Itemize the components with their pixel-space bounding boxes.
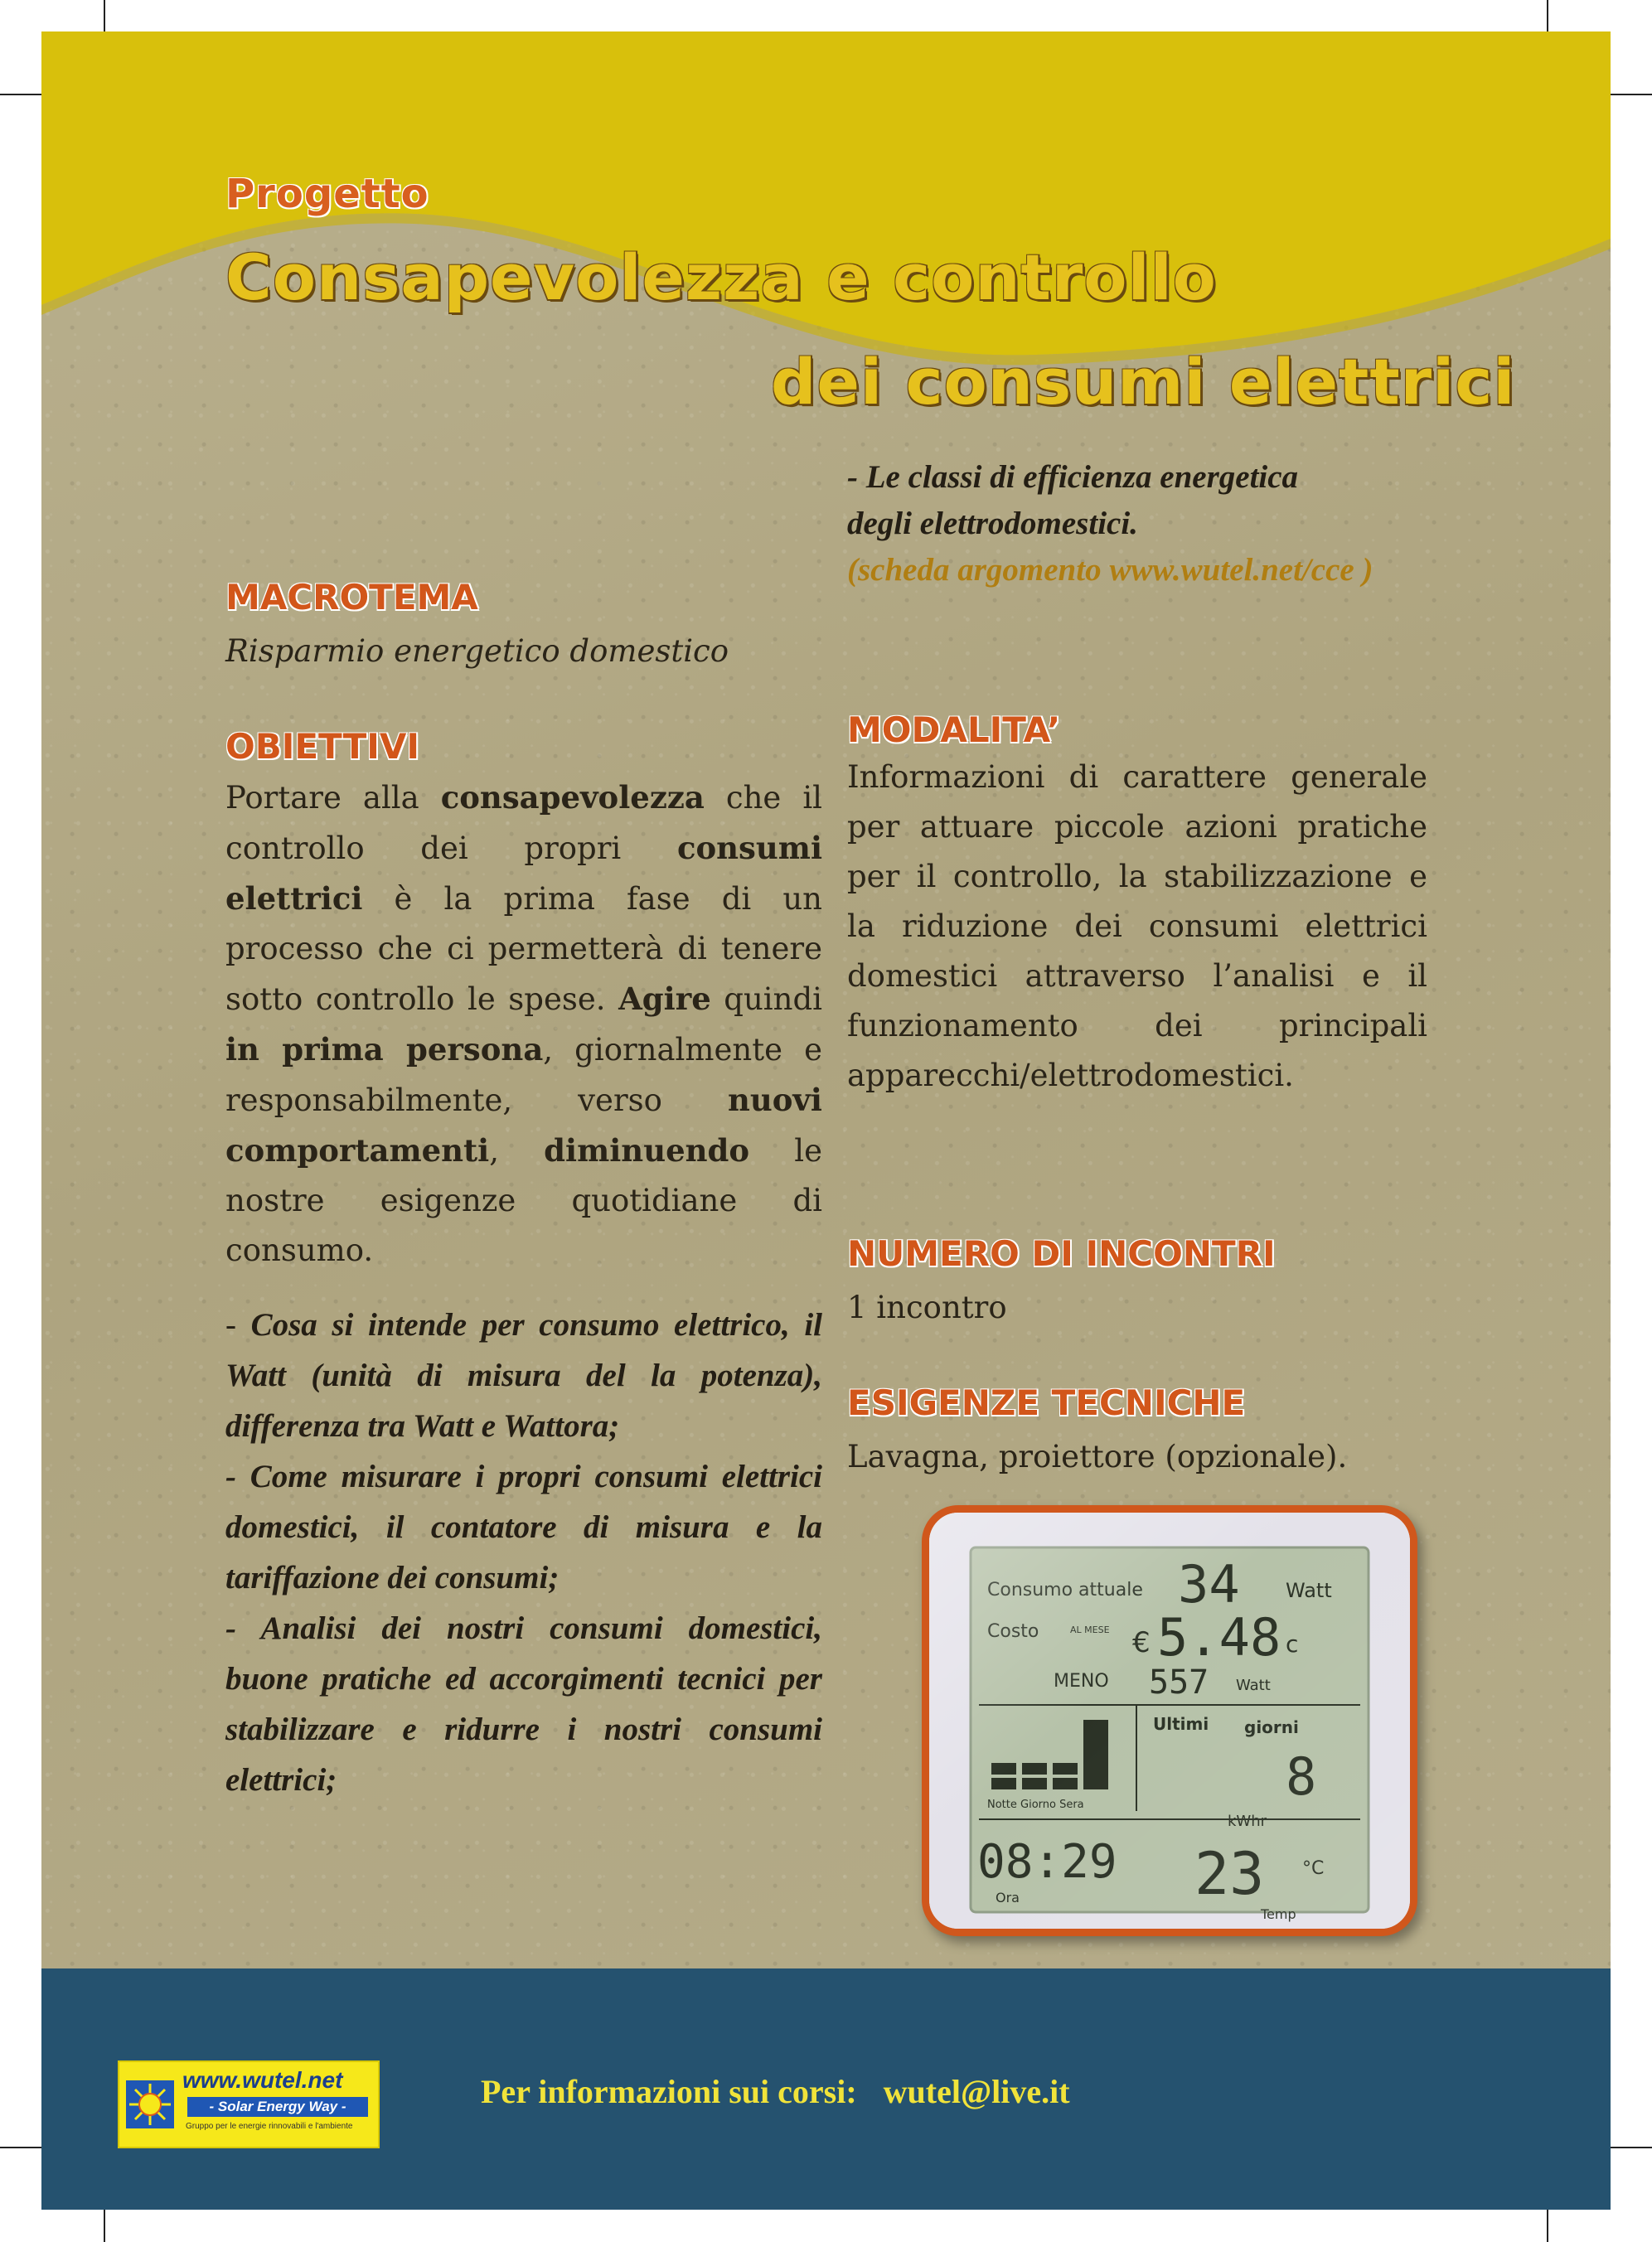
logo-subtitle: Gruppo per le energie rinnovabili e l'ambiente [186,2122,353,2131]
meter-label-consumo: Consumo attuale [987,1580,1143,1600]
topic-item-1-text: Cosa si intende per consumo elettrico, il Watt (unità di misura del la potenza), differenza tra Watt e Wattora; [225,1307,822,1444]
title-line-2: dei consumi elettrici [771,345,1516,419]
meter-currency: € [1132,1626,1151,1659]
obiettivi-text-part: le nostre esigenze quotidiane di consumo. [225,1133,822,1268]
logo-url: www.wutel.net [182,2067,343,2093]
meter-value-ora: 08:29 [977,1835,1117,1889]
meter-unit-watt-small: Watt [1236,1677,1271,1694]
meter-unit-temp: °C [1302,1858,1325,1879]
macrotema-heading: MACROTEMA [225,577,478,617]
meter-label-ultimi: Ultimi [1153,1714,1209,1734]
poster-sheet [41,31,1611,2210]
meter-value-consumo: 34 [1178,1554,1240,1615]
meter-value-giorni: 8 [1286,1746,1317,1807]
meter-label-al-mese: AL MESE [1070,1625,1110,1635]
obiettivi-text [225,772,822,1276]
modalita-text: Informazioni di carattere generale per attuare piccole azioni pratiche per il controllo, la stabilizzazione e la riduzione dei consumi elettrici domestici attraverso l’analisi e il funzionamento dei principali apparecchi/elettrodomestici. [847,759,1427,1093]
topic-item-2: - Come misurare i propri consumi elettrici domestici, il contatore di misura e la tariffazione dei consumi; [225,1459,822,1596]
topic-item-1 [225,1300,822,1451]
obiettivi-bold-agire: Agire [618,981,711,1017]
footer-info-label: Per informazioni sui corsi: [481,2073,857,2110]
obiettivi-text-part: è la prima fase di un processo che ci permetterà di tenere sotto controllo le spese. [225,881,822,1017]
obiettivi-bold-diminuendo: diminuendo [544,1132,750,1169]
numero-incontri-text: 1 incontro [847,1290,1007,1325]
topic-item-3: - Analisi dei nostri consumi domestici, buone pratiche ed accorgimenti tecnici per stabilizzare e ridurre i nostri consumi elettrici; [225,1610,822,1798]
meter-unit-kwhr: kWhr [1228,1813,1267,1830]
topic-dash: - [225,1307,251,1343]
meter-label-costo: Costo [987,1621,1039,1642]
meter-value-costo: 5.48 [1157,1607,1281,1668]
meter-value-temp: 23 [1194,1840,1265,1908]
meter-label-notte: Notte Giorno Sera [987,1799,1084,1811]
project-label: Progetto [225,171,429,217]
obiettivi-bold-prima-persona: in prima persona [225,1031,544,1068]
topics-list [225,1300,822,1805]
numero-incontri-heading: NUMERO DI INCONTRI [847,1233,1276,1274]
meter-unit-watt: Watt [1286,1579,1332,1602]
obiettivi-bold-consapevolezza: consapevolezza [440,779,705,816]
logo-tagline: - Solar Energy Way - [187,2097,368,2117]
title-line-1: Consapevolezza e controllo [225,240,1217,314]
obiettivi-text-part: , giornalmente e responsabilmente, verso [225,1032,822,1118]
meter-label-temp: Temp [1261,1906,1296,1922]
obiettivi-text-part: Portare alla [225,780,441,816]
obiettivi-text-part: , [489,1133,545,1169]
meter-label-giorni: giorni [1244,1717,1299,1737]
sun-icon [126,2080,174,2128]
meter-label-ora: Ora [996,1890,1020,1905]
modalita-heading: MODALITA’ [847,709,1061,750]
macrotema-text: Risparmio energetico domestico [225,633,729,669]
esigenze-tecniche-text: Lavagna, proiettore (opzionale). [847,1439,1348,1474]
obiettivi-text-part: che il controllo dei propri [225,780,822,866]
footer-contact [481,2072,1070,2111]
meter-label-meno: MENO [1054,1671,1109,1692]
energy-class-line-2: degli elettrodomestici. [847,506,1138,541]
footer-email-link[interactable]: wutel@live.it [883,2073,1070,2110]
obiettivi-bold-consumi: consumi elettrici [225,830,822,917]
energy-class-bullet [847,454,1477,593]
obiettivi-text-part: quindi [710,981,822,1017]
topic-sheet-link[interactable]: (scheda argomento www.wutel.net/cce ) [847,552,1373,588]
obiettivi-heading: OBIETTIVI [225,726,420,767]
energy-class-line-1: - Le classi di efficienza energetica [847,459,1299,495]
meter-unit-cent: c [1286,1630,1299,1658]
obiettivi-bold-nuovi-comportamenti: nuovi comportamenti [225,1082,822,1169]
energy-meter-photo [922,1505,1417,1936]
esigenze-tecniche-heading: ESIGENZE TECNICHE [847,1382,1246,1423]
wutel-logo[interactable] [118,2060,380,2148]
energy-meter-display [929,1513,1410,1929]
meter-value-meno: 557 [1149,1663,1209,1702]
